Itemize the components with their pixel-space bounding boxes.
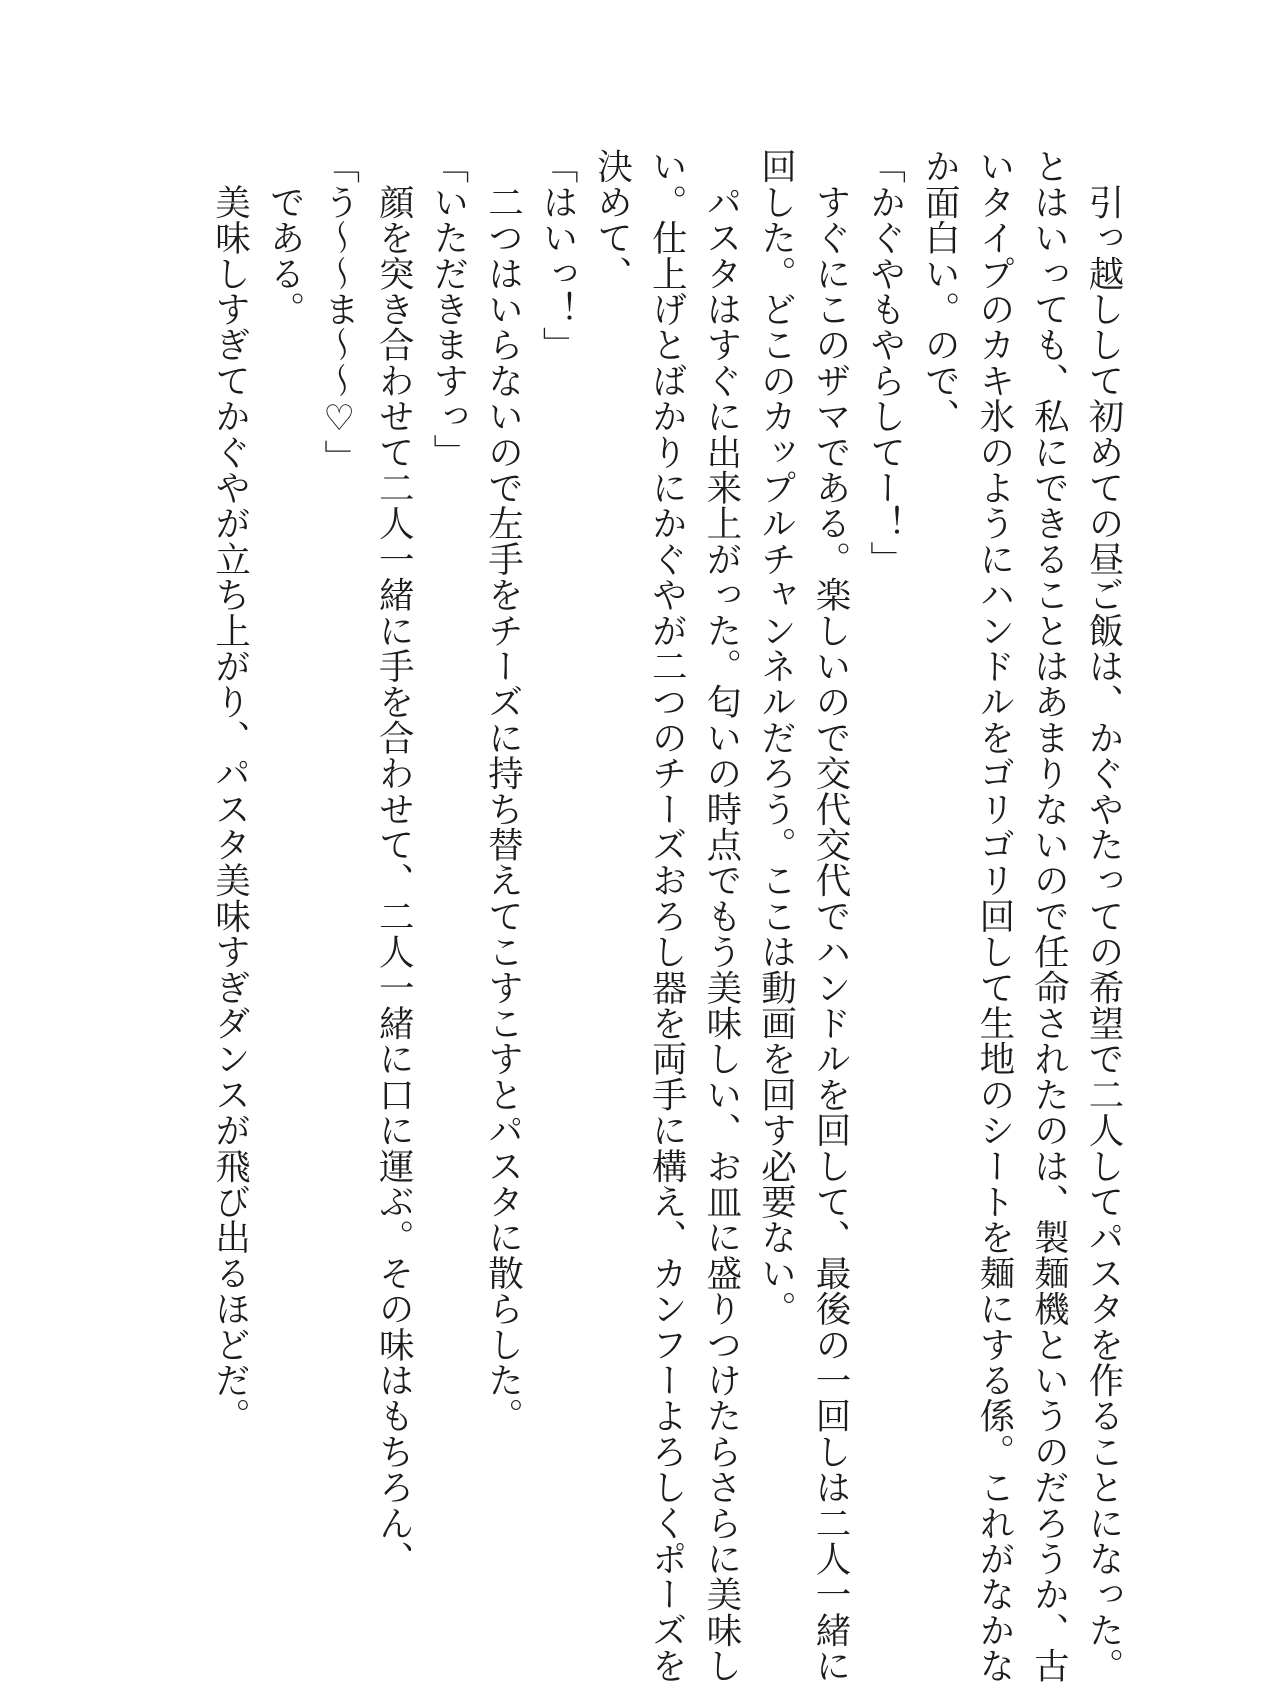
text-line: とはいっても、私にできることはあまりないので任命されたのは、製麺機というのだろうか、古	[1028, 148, 1070, 1683]
text-line: か面白い。ので、	[919, 148, 961, 434]
dialogue-line: 「はいっ！」	[537, 148, 579, 363]
text-line: い。仕上げとばかりにかぐやが二つのチーズおろし器を両手に構え、カンフーよろしくポーズを	[646, 148, 688, 1683]
text-line: 引っ越しして初めての昼ご飯は、かぐやたっての希望で二人してパスタを作ることになった。	[1083, 148, 1124, 1683]
text-line: すぐにこのザマである。楽しいので交代交代でハンドルを回して、最後の一回しは二人一緒に	[810, 148, 852, 1683]
vertical-text-body	[202, 148, 1130, 1683]
text-line: パスタはすぐに出来上がった。匂いの時点でもう美味しい、お皿に盛りつけたらさらに美味し	[700, 148, 742, 1683]
text-line: 美味しすぎてかぐやが立ち上がり、パスタ美味すぎダンスが飛び出るほどだ。	[209, 148, 251, 1434]
dialogue-line: 「いただきますっ」	[427, 148, 469, 470]
text-line: 二つはいらないので左手をチーズに持ち替えてこすこすとパスタに散らした。	[482, 148, 524, 1434]
dialogue-line: 「う～～ま～～♡」	[318, 148, 360, 475]
text-line: である。	[264, 148, 306, 327]
text-line: 決めて、	[591, 148, 633, 291]
text-line: 顔を突き合わせて二人一緒に手を合わせて、二人一緒に口に運ぶ。その味はもちろん、	[373, 148, 415, 1576]
dialogue-line: 「かぐやもやらしてー！」	[864, 148, 906, 577]
text-line: いタイプのカキ氷のようにハンドルをゴリゴリ回して生地のシートを麺にする係。これがなかな	[973, 148, 1015, 1683]
text-line: 回した。どこのカップルチャンネルだろう。ここは動画を回す必要ない。	[755, 148, 797, 1327]
